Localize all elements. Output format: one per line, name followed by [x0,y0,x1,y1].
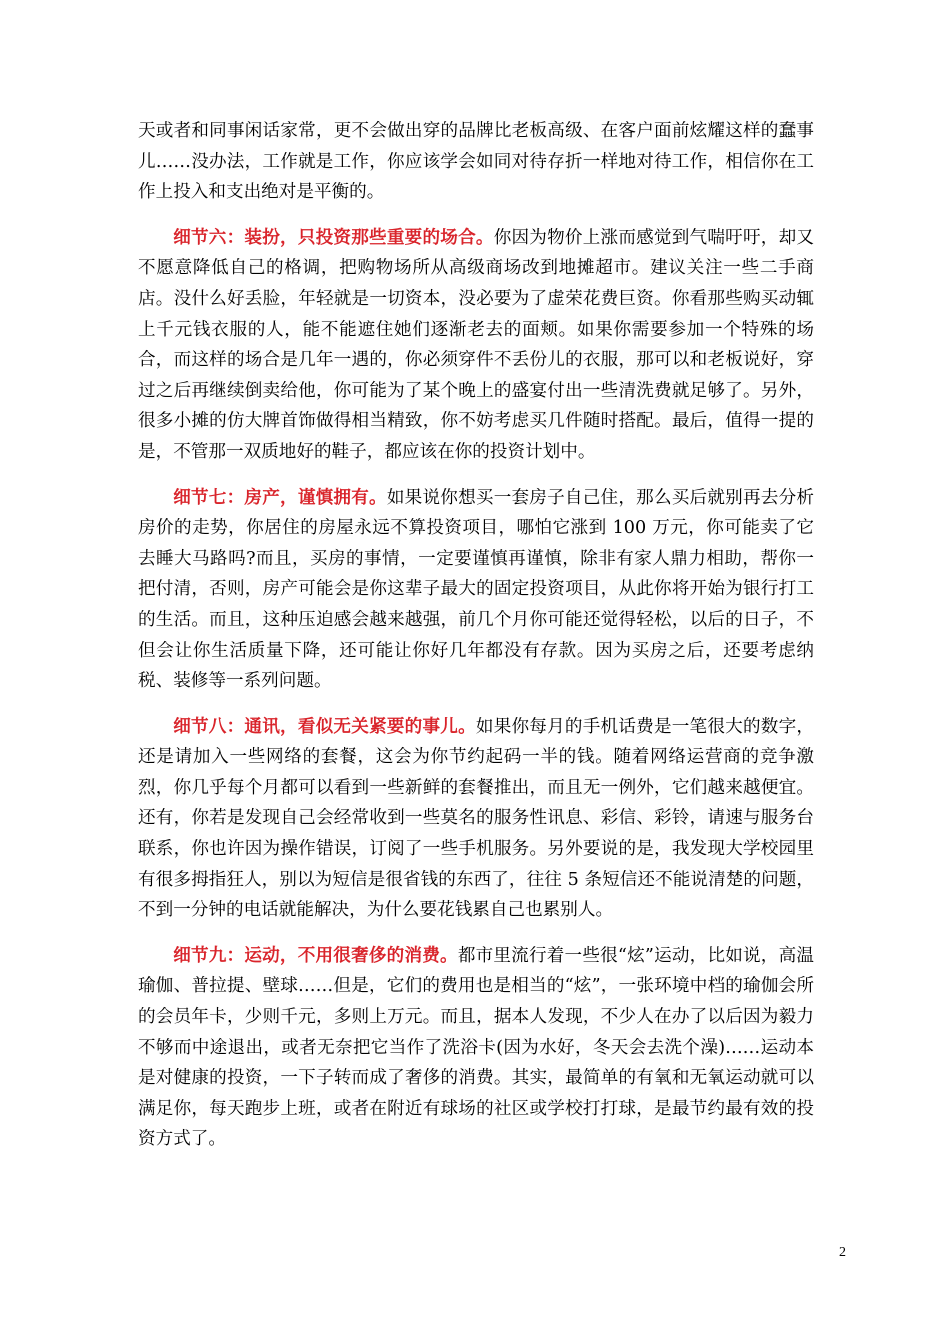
paragraph-detail-eight [138,712,814,926]
paragraph-body: 都市里流行着一些很“炫”运动，比如说，高温瑜伽、普拉提、壁球……但是，它们的费用也是相当的“炫”，一张环境中档的瑜伽会所的会员年卡，少则千元，多则上万元。而且，据本人发现，不少人在办了以后因为毅力不够而中途退出，或者无奈把它当作了洗浴卡(因为水好，冬天会去洗个澡)……运动本是对健康的投资，一下子转而成了奢侈的消费。其实，最简单的有氧和无氧运动就可以满足你，每天跑步上班，或者在附近有球场的社区或学校打打球，是最节约最有效的投资方式了。 [138,945,814,1150]
paragraph-detail-seven [138,483,814,697]
paragraph-body: 如果说你想买一套房子自己住，那么买后就别再去分析房价的走势，你居住的房屋永远不算投资项目，哪怕它涨到 100 万元，你可能卖了它去睡大马路吗?而且，买房的事情，一定要谨慎再谨慎，除非有家人鼎力相助，帮你一把付清，否则，房产可能会是你这辈子最大的固定投资项目，从此你将开始为银行打工的生活。而且，这种压迫感会越来越强，前几个月你可能还觉得轻松，以后的日子，不但会让你生活质量下降，还可能让你好几年都没有存款。因为买房之后，还要考虑纳税、装修等一系列问题。 [138,487,814,692]
paragraph-body: 如果你每月的手机话费是一笔很大的数字，还是请加入一些网络的套餐，这会为你节约起码一半的钱。随着网络运营商的竞争激烈，你几乎每个月都可以看到一些新鲜的套餐推出，而且无一例外，它们越来越便宜。还有，你若是发现自己会经常收到一些莫名的服务性讯息、彩信、彩铃，请速与服务台联系，你也许因为操作错误，订阅了一些手机服务。另外要说的是，我发现大学校园里有很多拇指狂人，别以为短信是很省钱的东西了，往往 5 条短信还不能说清楚的问题，不到一分钟的电话就能解决，为什么要花钱累自己也累别人。 [138,716,814,921]
page-number: 2 [839,1245,846,1260]
section-heading: 细节八：通讯，看似无关紧要的事儿。 [173,715,476,737]
document-page [138,116,814,1170]
paragraph-detail-nine [138,941,814,1155]
section-heading: 细节九：运动，不用很奢侈的消费。 [173,944,458,966]
paragraph-detail-six [138,223,814,468]
paragraph-body: 你因为物价上涨而感觉到气喘吁吁，却又不愿意降低自己的格调，把购物场所从高级商场改到地摊超市。建议关注一些二手商店。没什么好丢脸，年轻就是一切资本，没必要为了虚荣花费巨资。你看那些购买动辄上千元钱衣服的人，能不能遮住她们逐渐老去的面颊。如果你需要参加一个特殊的场合，而这样的场合是几年一遇的，你必须穿件不丢份儿的衣服，那可以和老板说好，穿过之后再继续倒卖给他，你可能为了某个晚上的盛宴付出一些清洗费就足够了。另外，很多小摊的仿大牌首饰做得相当精致，你不妨考虑买几件随时搭配。最后，值得一提的是，不管那一双质地好的鞋子，都应该在你的投资计划中。 [138,227,814,462]
paragraph-continuation [138,116,814,208]
section-heading: 细节六：装扮，只投资那些重要的场合。 [173,226,494,248]
paragraph-body: 天或者和同事闲话家常，更不会做出穿的品牌比老板高级、在客户面前炫耀这样的蠢事儿……没办法，工作就是工作，你应该学会如同对待存折一样地对待工作，相信你在工作上投入和支出绝对是平衡的。 [138,121,814,203]
section-heading: 细节七：房产，谨慎拥有。 [173,486,387,508]
